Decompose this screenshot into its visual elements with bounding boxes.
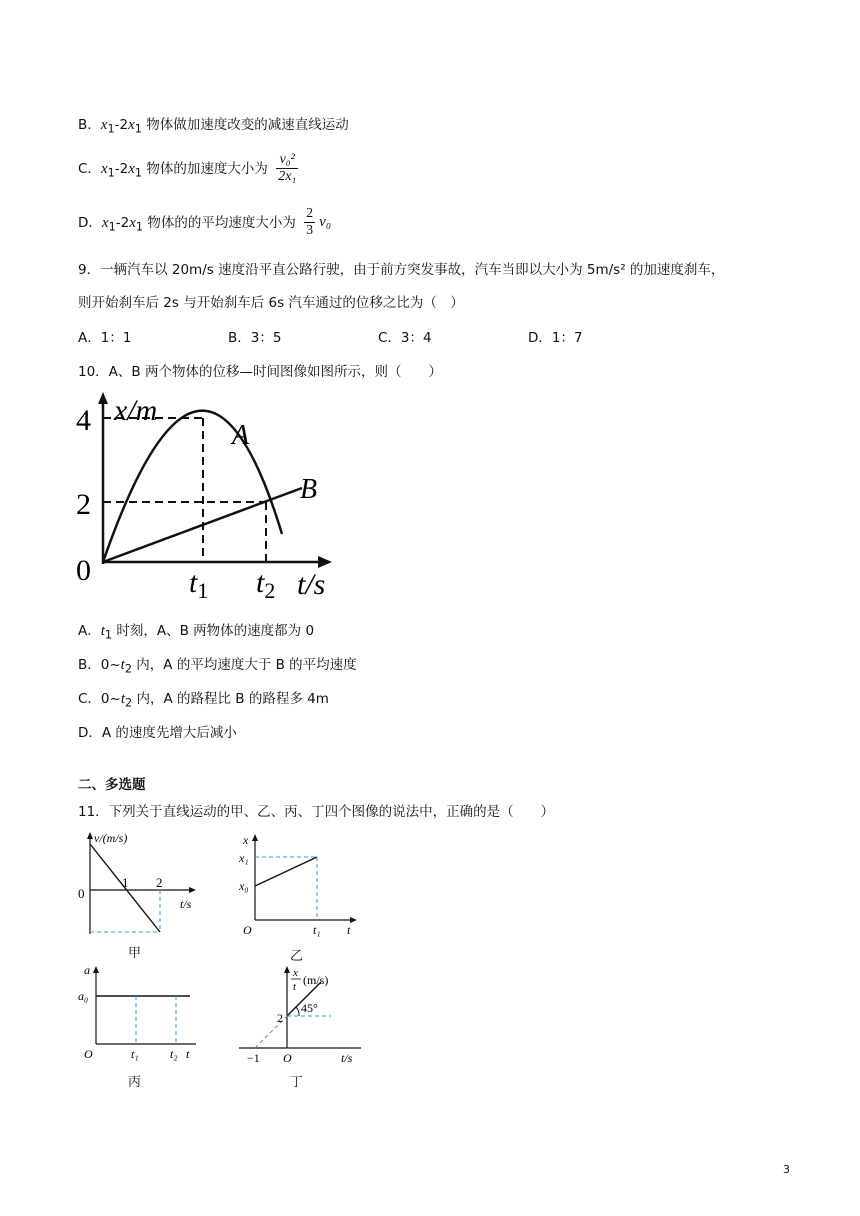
svg-text:a₀: a₀ (78, 989, 89, 1003)
q8-option-c: C．$x_1-2x_1$ 物体的加速度大小为 $\frac{\text{v₀²}}{\text{2x₁}}$ (78, 152, 297, 184)
svg-text:x: x (243, 833, 249, 847)
fraction: $\frac{\text{v₀²}}{\text{2x₁}}$ (278, 152, 297, 184)
line-b-label: B (300, 474, 318, 505)
q8-option-d: D．$x_1-2x_1$ 物体的的平均速度大小为 $\frac{2}{3}$ v₀ (78, 206, 332, 238)
svg-text:x₁: x₁ (239, 851, 249, 865)
svg-text:x: x (293, 967, 298, 979)
curve-a-label: A (232, 420, 250, 451)
svg-text:v/(m/s): v/(m/s) (94, 831, 128, 845)
q10-option-a: A．$t_1$ 时刻，A、B 两物体的速度都为 0 (78, 623, 315, 642)
y-axis-label: x/m (114, 394, 158, 427)
q9-option-c: C．3：4 (378, 330, 432, 346)
q10-graph (70, 392, 340, 602)
svg-text:a: a (84, 963, 90, 977)
tick-y4: 4 (76, 404, 91, 437)
q8-option-b: B．$x_1-2x_1$ 物体做加速度改变的减速直线运动 (78, 117, 349, 136)
q10-stem: 10．A、B 两个物体的位移—时间图像如图所示，则（ ） (78, 364, 442, 380)
fraction: $\frac{2}{3}$ (306, 206, 314, 238)
page-number: 3 (783, 1163, 790, 1176)
caption-jia: 甲 (128, 946, 142, 961)
svg-text:O: O (84, 1047, 93, 1061)
tick-t1: $t_1$ (189, 566, 209, 602)
svg-text:2: 2 (156, 875, 163, 890)
q9-option-a: A．1：1 (78, 330, 132, 346)
y-axis-arrow (98, 392, 108, 404)
caption-yi: 乙 (290, 949, 304, 964)
x-axis-label: t/s (297, 568, 326, 601)
svg-text:t: t (347, 923, 351, 937)
q11-stem: 11．下列关于直线运动的甲、乙、丙、丁四个图像的说法中，正确的是（ ） (78, 804, 555, 820)
svg-text:t: t (186, 1047, 190, 1061)
q9-option-b: B．3：5 (228, 330, 282, 346)
svg-text:45°: 45° (301, 1001, 318, 1015)
svg-text:t₂: t₂ (170, 1047, 178, 1061)
tick-y2: 2 (76, 488, 91, 521)
graph-yi (235, 830, 365, 942)
q10-option-c: C．$0\sim t_2$ 内，A 的路程比 B 的路程多 4m (78, 691, 329, 710)
origin-label: 0 (76, 554, 91, 587)
graph-ding (235, 960, 370, 1068)
svg-text:O: O (283, 1051, 292, 1065)
svg-text:t: t (293, 981, 297, 993)
graph-jia (76, 830, 206, 960)
q9-stem-line2: 则开始刹车后 2s 与开始刹车后 6s 汽车通过的位移之比为（ ） (78, 295, 464, 311)
section-heading: 二、多选题 (78, 777, 146, 793)
q10-option-b: B．$0\sim t_2$ 内，A 的平均速度大于 B 的平均速度 (78, 657, 357, 676)
svg-text:1: 1 (122, 875, 129, 890)
caption-ding: 丁 (290, 1075, 304, 1090)
x-axis-arrow (318, 556, 332, 568)
graph-bing (76, 962, 206, 1062)
caption-bing: 丙 (128, 1075, 142, 1090)
q10-option-d: D．A 的速度先增大后减小 (78, 725, 237, 741)
svg-text:x₀: x₀ (239, 879, 249, 893)
tick-t2: $t_2$ (256, 566, 276, 602)
svg-text:−1: −1 (247, 1051, 260, 1065)
svg-text:(m/s): (m/s) (303, 973, 329, 987)
svg-text:t₁: t₁ (313, 923, 321, 937)
svg-text:O: O (243, 923, 252, 937)
svg-text:t/s: t/s (341, 1051, 353, 1065)
svg-text:t/s: t/s (180, 897, 192, 911)
svg-text:2: 2 (277, 1011, 283, 1025)
x-line (255, 857, 317, 886)
svg-text:0: 0 (78, 886, 85, 901)
curve-a (103, 411, 282, 562)
q9-option-d: D．1：7 (528, 330, 583, 346)
q9-stem-line1: 9．一辆汽车以 20m/s 速度沿平直公路行驶，由于前方突发事故，汽车当即以大小为 5m/s² 的加速度刹车， (78, 262, 725, 278)
svg-text:t₁: t₁ (131, 1047, 139, 1061)
